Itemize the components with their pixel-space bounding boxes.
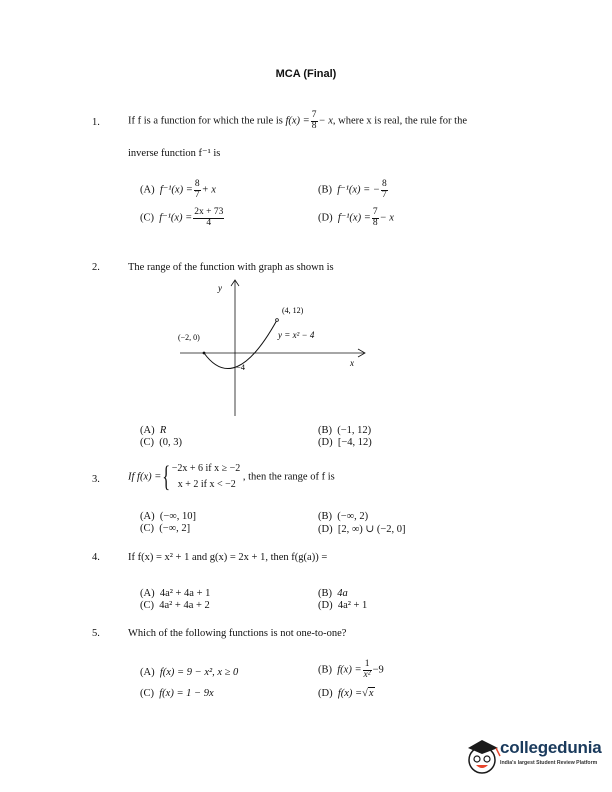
function-graph <box>160 278 380 420</box>
question-number: 5. <box>92 628 100 639</box>
option-b[interactable]: (B) f⁻¹(x) = − $\frac{8}{7}$ <box>318 179 387 200</box>
option-a[interactable]: (A) f⁻¹(x) = $\frac{8}{7}$ + x <box>140 179 216 200</box>
question-stem: If f(x) = x² + 1 and g(x) = 2x + 1, then f(g(a)) = <box>128 552 328 563</box>
point-left-marker <box>203 352 206 355</box>
page-title: MCA (Final) <box>275 68 337 80</box>
fraction: $\frac{7}{8}$ <box>311 110 317 131</box>
option-b[interactable]: (B) 4a <box>318 588 348 599</box>
brand-tagline: India's largest Student Review Platform <box>500 760 598 766</box>
question-number: 4. <box>92 552 100 563</box>
brand-name: collegedunia <box>500 738 602 757</box>
curve-label: y = x² − 4 <box>278 330 315 340</box>
question-stem: The range of the function with graph as shown is <box>128 262 334 273</box>
option-c[interactable]: (C) f(x) = 1 − 9x <box>140 688 214 699</box>
option-b[interactable]: (B) f(x) = $\frac{1}{\text{x²}}$ −9 <box>318 659 384 680</box>
option-c[interactable]: (C) (0, 3) <box>140 437 182 448</box>
question-stem: If f is a function for which the rule is f(x) = $\frac{7}{8}$ − x, where x is real, the rule for the <box>128 110 467 131</box>
point-top-label: (4, 12) <box>282 306 304 315</box>
option-a[interactable]: (A) R <box>140 425 167 436</box>
question-stem: If f(x) ={ −2x + 6 if x ≥ −2 x + 2 if x < −2 , then the range of f is <box>128 460 335 493</box>
question-number: 3. <box>92 474 100 485</box>
question-stem-line2: inverse function f⁻¹ is <box>128 148 221 159</box>
question-stem: Which of the following functions is not one-to-one? <box>128 628 347 639</box>
question-number: 2. <box>92 262 100 273</box>
brace-icon: { <box>162 460 171 493</box>
point-top-marker <box>276 319 279 322</box>
option-d[interactable]: (D) 4a² + 1 <box>318 600 368 611</box>
option-c[interactable]: (C) 4a² + 4a + 2 <box>140 600 210 611</box>
option-a[interactable]: (A) (−∞, 10] <box>140 511 196 522</box>
option-a[interactable]: (A) 4a² + 4a + 1 <box>140 588 211 599</box>
option-b[interactable]: (B) (−∞, 2) <box>318 511 369 522</box>
point-left-label: (−2, 0) <box>178 333 200 342</box>
option-d[interactable]: (D) f(x) =√x <box>318 688 374 699</box>
y-axis-label: y <box>218 283 222 293</box>
question-number: 1. <box>92 117 100 128</box>
x-axis-label: x <box>350 358 354 368</box>
option-d[interactable]: (D) [−4, 12) <box>318 437 372 448</box>
option-d[interactable]: (D) [2, ∞) ∪ (−2, 0] <box>318 524 406 535</box>
option-c[interactable]: (C) f⁻¹(x) = $\frac{2x + 73}{4}$ <box>140 207 224 228</box>
option-b[interactable]: (B) (−1, 12) <box>318 425 372 436</box>
vertex-label: −4 <box>236 362 246 372</box>
sqrt-icon: √ <box>362 688 368 699</box>
option-c[interactable]: (C) (−∞, 2] <box>140 523 191 534</box>
option-d[interactable]: (D) f⁻¹(x) = $\frac{7}{8}$ − x <box>318 207 394 228</box>
option-a[interactable]: (A) f(x) = 9 − x², x ≥ 0 <box>140 667 239 678</box>
